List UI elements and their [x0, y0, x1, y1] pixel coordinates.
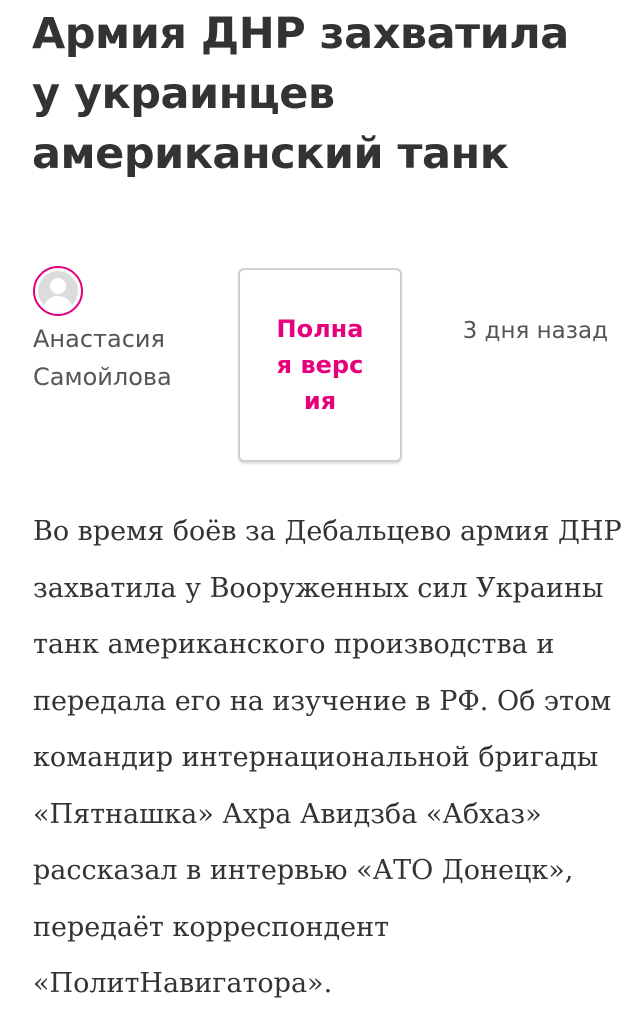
article-body-line: «Пятнашка» Ахра Авидзба «Абхаз» [33, 798, 542, 830]
author-first-name: Анастасия [33, 325, 165, 353]
article-body [33, 504, 623, 1013]
article-body-line: «ПолитНавигатора». [33, 968, 333, 999]
author-last-name: Самойлова [33, 363, 172, 391]
article-body-line: захватила у Вооруженных сил Украины [33, 572, 604, 604]
author-avatar-icon[interactable] [33, 266, 83, 316]
article-title-line: американский танк [32, 129, 509, 179]
article-body-line: передала его на изучение в РФ. Об этом [33, 685, 612, 717]
article-body-line: командир интернациональной бригады [33, 742, 599, 773]
article-body-line: Во время боёв за Дебальцево армия ДНР [33, 516, 622, 547]
publish-date: 3 дня назад [462, 318, 608, 344]
avatar-head-shape [50, 278, 66, 294]
article-title-line: у украинцев [32, 69, 335, 119]
avatar-body-shape [43, 296, 73, 311]
article-body-line: рассказал в интервью «АТО Донецк», [33, 855, 574, 886]
author-name-link[interactable] [33, 320, 172, 396]
article-body-line: танк американского производства и [33, 629, 555, 660]
article-meta [0, 262, 640, 472]
article-title-line: Армия ДНР захватила [32, 9, 569, 59]
avatar-placeholder [38, 271, 78, 311]
article-title [32, 4, 632, 184]
full-version-label: Полная версия [276, 315, 364, 415]
article-body-line: передаёт корреспондент [33, 911, 390, 943]
full-version-button[interactable] [238, 268, 402, 462]
